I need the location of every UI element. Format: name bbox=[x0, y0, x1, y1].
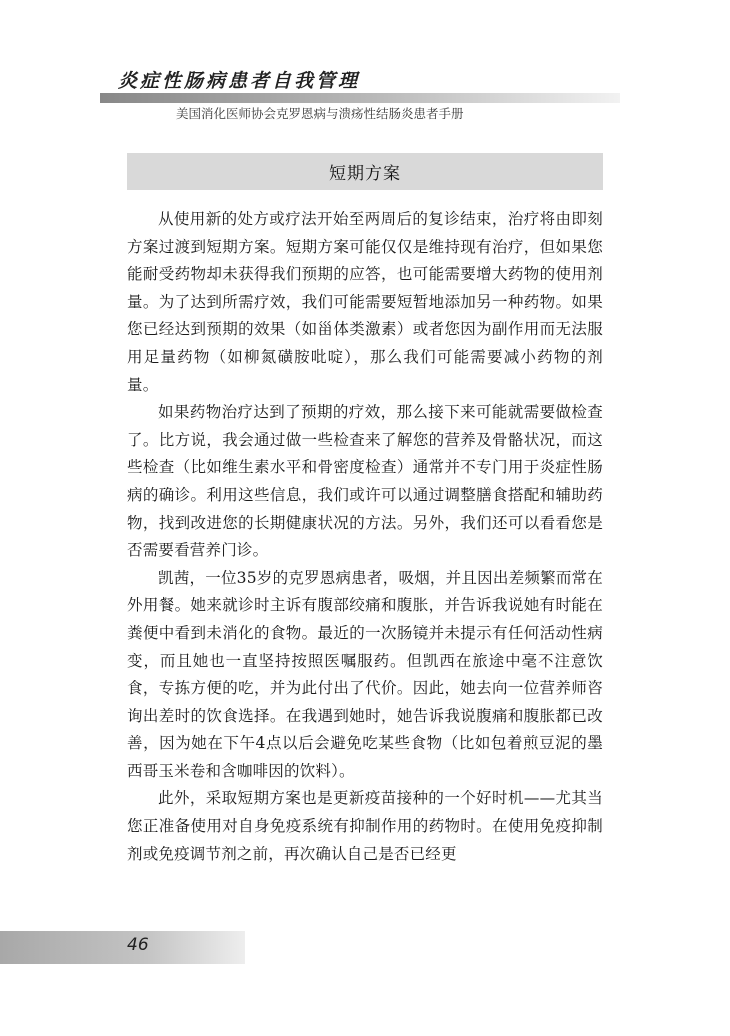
paragraph: 此外，采取短期方案也是更新疫苗接种的一个好时机——尤其当您正准备使用对自身免疫系统有抑制作用的药物时。在使用免疫抑制剂或免疫调节剂之前，再次确认自己是否已经更 bbox=[127, 789, 603, 863]
running-header-title: 炎症性肠病患者自我管理 bbox=[118, 70, 361, 92]
header-rule bbox=[100, 93, 620, 103]
page-number: 46 bbox=[127, 935, 149, 955]
section-heading-bar bbox=[127, 153, 603, 190]
body-text bbox=[127, 206, 603, 868]
paragraph: 从使用新的处方或疗法开始至两周后的复诊结束，治疗将由即刻方案过渡到短期方案。短期方案可能仅仅是维持现有治疗，但如果您能耐受药物却未获得我们预期的应答，也可能需要增大药物的使用剂量。为了达到所需疗效，我们可能需要短暂地添加另一种药物。如果您已经达到预期的效果（如甾体类激素）或者您因为副作用而无法服用足量药物（如柳氮磺胺吡啶），那么我们可能需要减小药物的剂量。 bbox=[127, 210, 603, 394]
paragraph: 如果药物治疗达到了预期的疗效，那么接下来可能就需要做检查了。比方说，我会通过做一些检查来了解您的营养及骨骼状况，而这些检查（比如维生素水平和骨密度检查）通常并不专门用于炎症性肠病的确诊。利用这些信息，我们或许可以通过调整膳食搭配和辅助药物，找到改进您的长期健康状况的方法。另外，我们还可以看看您是否需要看营养门诊。 bbox=[127, 403, 603, 560]
running-header-subtitle: 美国消化医师协会克罗恩病与溃疡性结肠炎患者手册 bbox=[176, 106, 464, 121]
footer-band bbox=[0, 931, 245, 964]
paragraph: 凯茜，一位35岁的克罗恩病患者，吸烟，并且因出差频繁而常在外用餐。她来就诊时主诉有腹部绞痛和腹胀，并告诉我说她有时能在粪便中看到未消化的食物。最近的一次肠镜并未提示有任何活动性病变，而且她也一直坚持按照医嘱服药。但凯西在旅途中毫不注意饮食，专拣方便的吃，并为此付出了代价。因此，她去向一位营养师咨询出差时的饮食选择。在我遇到她时，她告诉我说腹痛和腹胀都已改善，因为她在下午4点以后会避免吃某些食物（比如包着煎豆泥的墨西哥玉米卷和含咖啡因的饮料）。 bbox=[127, 568, 603, 780]
section-title: 短期方案 bbox=[329, 164, 401, 184]
